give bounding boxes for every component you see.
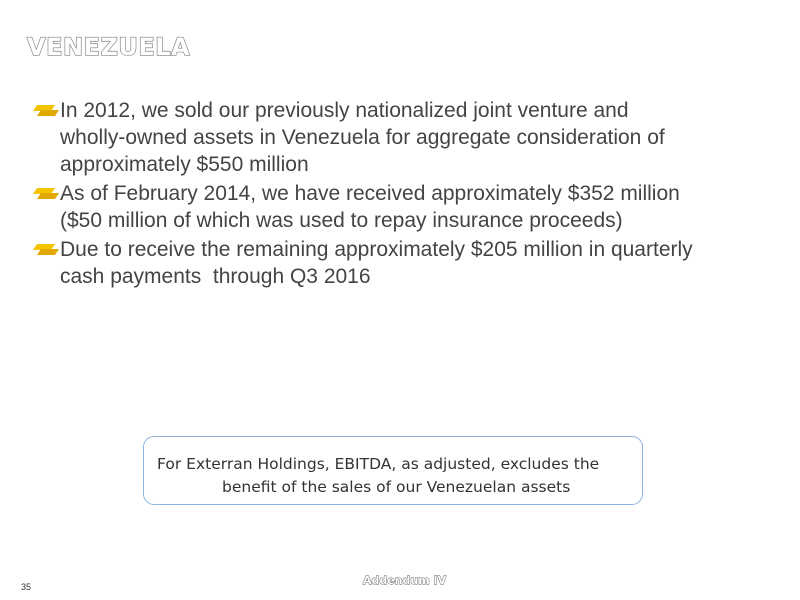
ebitda-note-callout xyxy=(143,436,643,505)
bullet-item xyxy=(33,97,753,178)
bullet-line: wholly-owned assets in Venezuela for aggregate consideration of xyxy=(60,126,665,149)
bullet-list xyxy=(33,97,753,292)
bullet-line: Due to receive the remaining approximately $205 million in quarterly xyxy=(60,238,693,261)
bullet-line: ($50 million of which was used to repay insurance proceeds) xyxy=(60,209,623,232)
yellow-chevron-bullet-icon xyxy=(33,104,60,118)
bullet-line: As of February 2014, we have received approximately $352 million xyxy=(60,182,680,205)
page-number: 35 xyxy=(21,582,32,592)
callout-line: benefit of the sales of our Venezuelan assets xyxy=(222,478,571,496)
bullet-text xyxy=(60,97,753,178)
yellow-chevron-bullet-icon xyxy=(33,243,60,257)
slide-title: VENEZUELA xyxy=(27,33,191,61)
bullet-line: approximately $550 million xyxy=(60,153,309,176)
bullet-line: In 2012, we sold our previously nationalized joint venture and xyxy=(60,99,629,122)
bullet-item xyxy=(33,180,753,234)
bullet-line: cash payments through Q3 2016 xyxy=(60,265,371,288)
bullet-text xyxy=(60,236,753,290)
callout-line: For Exterran Holdings, EBITDA, as adjusted, excludes the xyxy=(157,455,600,473)
footer-label: Addendum IV xyxy=(363,574,447,587)
bullet-item xyxy=(33,236,753,290)
bullet-text xyxy=(60,180,753,234)
yellow-chevron-bullet-icon xyxy=(33,187,60,201)
